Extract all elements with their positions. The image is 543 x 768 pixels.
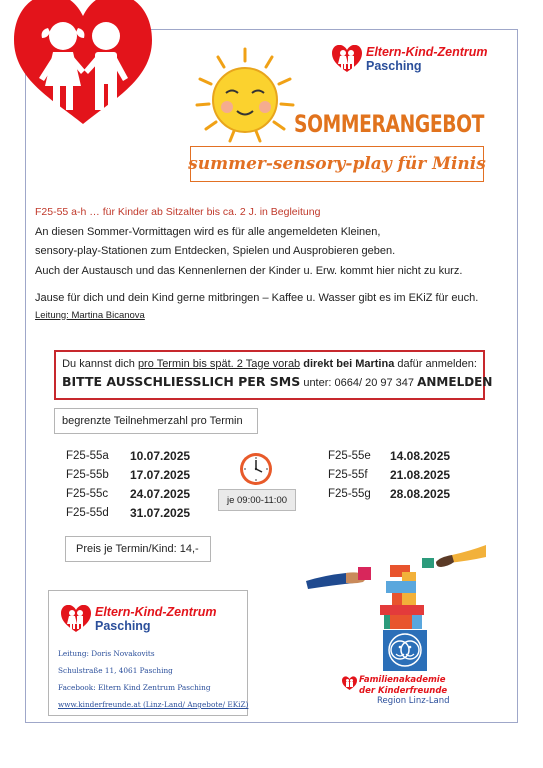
time-badge: je 09:00-11:00 [218, 489, 296, 511]
contact-website-link[interactable]: www.kinderfreunde.at (Linz-Land/ Angebote/ EKiZ) [58, 700, 249, 709]
date-code: F25-55e [328, 450, 371, 462]
intro-line-4: Jause für dich und dein Kind gerne mitbringen – Kaffee u. Wasser gibt es im EKiZ für euch. [35, 292, 479, 304]
date-value: 10.07.2025 [130, 449, 191, 463]
date-value: 28.08.2025 [390, 487, 451, 501]
date-value: 21.08.2025 [390, 468, 451, 482]
brand-name: Eltern-Kind-Zentrum [95, 605, 217, 619]
date-code: F25-55a [66, 450, 109, 462]
family-academy-logo-icon [383, 630, 427, 671]
date-row [66, 485, 190, 504]
clock-icon [236, 450, 276, 486]
contact-address: Schulstraße 11, 4061 Pasching [58, 666, 173, 675]
intro-line-3: Auch der Austausch und das Kennenlernen der Kinder u. Erw. kommt hier nicht zu kurz. [35, 264, 463, 277]
page-title: SOMMERANGEBOT [294, 110, 485, 138]
contact-facebook: Facebook: Eltern Kind Zentrum Pasching [58, 683, 211, 692]
brand-name: Eltern-Kind-Zentrum [366, 45, 488, 59]
sun-illustration-icon [192, 45, 298, 149]
brand-location: Pasching [95, 619, 151, 633]
subtitle-box [190, 146, 484, 182]
date-value: 17.07.2025 [130, 468, 191, 482]
brand-logo-top [332, 45, 488, 73]
heart-children-icon [342, 676, 357, 691]
academy-line-2: der Kinderfreunde [359, 685, 448, 696]
dates-list-left [66, 447, 190, 523]
academy-line-3: Region Linz-Land [377, 696, 450, 706]
registration-deadline: pro Termin bis spät. 2 Tage vorab [137, 358, 301, 370]
date-value: 31.07.2025 [130, 506, 191, 520]
brand-logo-bottom [61, 605, 217, 633]
registration-sms-note: BITTE AUSSCHLIESSLICH PER SMS [62, 374, 301, 389]
date-code: F25-55b [66, 469, 109, 481]
intro-line-1: An diesen Sommer-Vormittagen wird es für alle angemeldeten Kleinen, [35, 225, 381, 238]
date-value: 14.08.2025 [390, 449, 451, 463]
heart-children-icon [332, 45, 362, 73]
intro-text [35, 203, 515, 323]
registration-register-word: ANMELDEN [417, 375, 493, 389]
course-leader: Leitung: Martina Bicanova [35, 309, 145, 321]
registration-box [54, 350, 493, 400]
date-row [328, 447, 450, 466]
date-row [66, 447, 190, 466]
academy-line-1: Familienakademie [359, 675, 446, 685]
subtitle: summer-sensory-play für Minis [188, 154, 486, 174]
price-box: Preis je Termin/Kind: 14,- [65, 536, 211, 562]
date-row [328, 485, 450, 504]
registration-phone: unter: 0664/ 20 97 347 [300, 377, 418, 389]
dates-list-right [328, 447, 450, 504]
date-row [66, 504, 190, 523]
brand-location: Pasching [366, 59, 422, 73]
registration-contact: direkt bei Martina [300, 358, 395, 370]
course-code: F25-55 a-h [35, 206, 87, 218]
heart-children-icon [61, 605, 91, 633]
date-row [66, 466, 190, 485]
intro-line-2: sensory-play-Stationen zum Entdecken, Spielen und Ausprobieren geben. [35, 245, 396, 257]
date-row [328, 466, 450, 485]
date-value: 24.07.2025 [130, 487, 191, 501]
heart-children-logo-icon [14, 0, 152, 126]
registration-text-2: dafür anmelden: [394, 358, 477, 370]
date-code: F25-55f [328, 469, 368, 481]
registration-text-1: Du kannst dich [62, 358, 138, 370]
contact-details [58, 645, 248, 713]
contact-leader: Leitung: Doris Novakovits [58, 649, 155, 658]
date-code: F25-55c [66, 488, 109, 500]
course-audience: … für Kinder ab Sitzalter bis ca. 2 J. in Begleitung [86, 206, 321, 218]
date-code: F25-55g [328, 488, 371, 500]
date-code: F25-55d [66, 507, 109, 519]
limit-note: begrenzte Teilnehmerzahl pro Termin [54, 408, 258, 434]
family-academy-name [342, 675, 450, 707]
